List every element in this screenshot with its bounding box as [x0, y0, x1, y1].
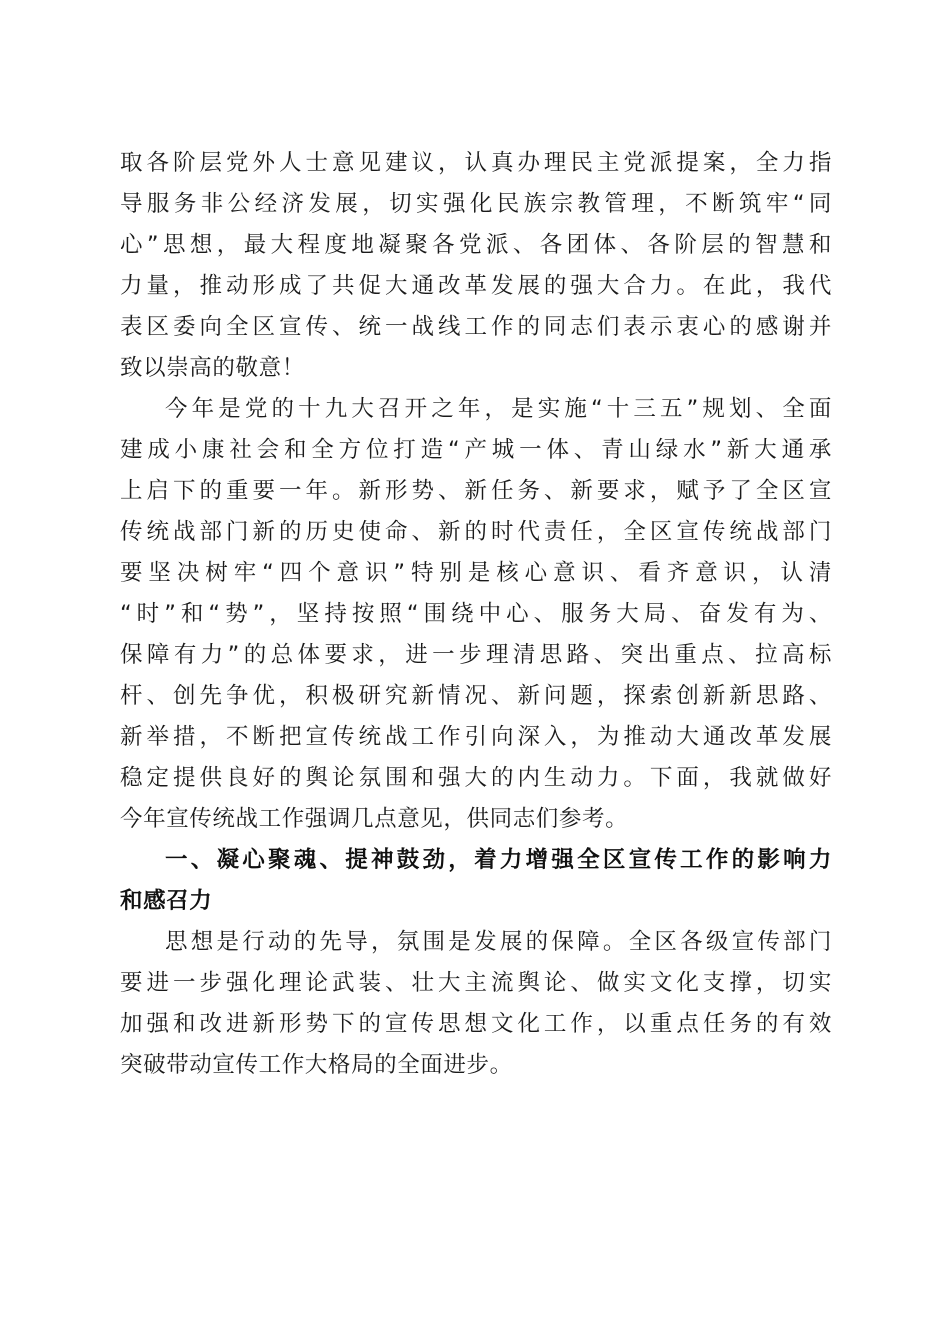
text-line: 表区委向全区宣传、统一战线工作的同志们表示衷心的感谢并 — [120, 314, 832, 340]
text-line: “时”和“势”，坚持按照“围绕中心、服务大局、奋发有为、 — [120, 601, 832, 627]
text-line: 杆、创先争优，积极研究新情况、新问题，探索创新新思路、 — [120, 683, 832, 709]
text-line: 心”思想，最大程度地凝聚各党派、各团体、各阶层的智慧和 — [120, 232, 832, 258]
text-line: 上启下的重要一年。新形势、新任务、新要求，赋予了全区宣 — [120, 478, 832, 504]
heading-line: 一、凝心聚魂、提神鼓劲，着力增强全区宣传工作的影响力 — [165, 847, 832, 873]
paragraph-3 — [120, 922, 832, 1086]
heading-line: 和感召力 — [120, 888, 213, 914]
document-body — [120, 143, 832, 1086]
text-line: 突破带动宣传工作大格局的全面进步。 — [120, 1052, 513, 1078]
section-heading-1 — [120, 840, 832, 922]
text-line: 今年是党的十九大召开之年，是实施“十三五”规划、全面 — [165, 396, 832, 422]
text-line: 取各阶层党外人士意见建议，认真办理民主党派提案，全力指 — [120, 150, 832, 176]
text-line: 今年宣传统战工作强调几点意见，供同志们参考。 — [120, 806, 629, 832]
text-line: 加强和改进新形势下的宣传思想文化工作，以重点任务的有效 — [120, 1011, 832, 1037]
text-line: 要坚决树牢“四个意识”特别是核心意识、看齐意识，认清 — [120, 560, 832, 586]
text-line: 要进一步强化理论武装、壮大主流舆论、做实文化支撑，切实 — [120, 970, 832, 996]
text-line: 新举措，不断把宣传统战工作引向深入，为推动大通改革发展 — [120, 724, 832, 750]
text-line: 传统战部门新的历史使命、新的时代责任，全区宣传统战部门 — [120, 519, 832, 545]
paragraph-1 — [120, 143, 832, 389]
text-line: 稳定提供良好的舆论氛围和强大的内生动力。下面，我就做好 — [120, 765, 832, 791]
text-line: 致以崇高的敬意！ — [120, 355, 305, 381]
text-line: 力量，推动形成了共促大通改革发展的强大合力。在此，我代 — [120, 273, 832, 299]
text-line: 保障有力”的总体要求，进一步理清思路、突出重点、拉高标 — [120, 642, 832, 668]
text-line: 建成小康社会和全方位打造“产城一体、青山绿水”新大通承 — [120, 437, 832, 463]
paragraph-2 — [120, 389, 832, 840]
text-line: 导服务非公经济发展，切实强化民族宗教管理，不断筑牢“同 — [120, 191, 832, 217]
text-line: 思想是行动的先导，氛围是发展的保障。全区各级宣传部门 — [165, 929, 832, 955]
